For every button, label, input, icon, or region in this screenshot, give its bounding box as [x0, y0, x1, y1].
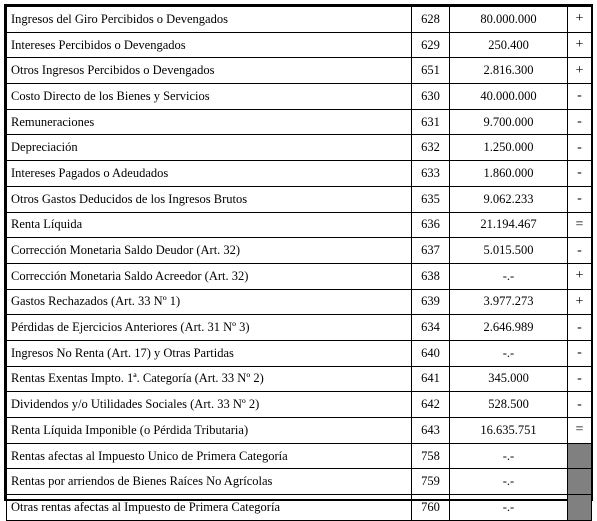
- row-code: 639: [412, 289, 450, 315]
- table-row: [7, 238, 592, 264]
- row-code: 635: [412, 186, 450, 212]
- table-row: [7, 289, 592, 315]
- row-amount: 528.500: [450, 392, 568, 418]
- row-code: 642: [412, 392, 450, 418]
- row-operator: -: [568, 315, 592, 341]
- row-operator: -: [568, 392, 592, 418]
- row-amount: 3.977.273: [450, 289, 568, 315]
- row-operator: =: [568, 418, 592, 444]
- table-row: [7, 315, 592, 341]
- table-row: [7, 161, 592, 187]
- row-code: 636: [412, 212, 450, 238]
- tax-determination-table: [6, 6, 592, 521]
- table-row: [7, 7, 592, 33]
- row-amount: 9.062.233: [450, 186, 568, 212]
- row-amount: 40.000.000: [450, 84, 568, 110]
- row-operator: +: [568, 289, 592, 315]
- row-operator: -: [568, 161, 592, 187]
- table-body: [7, 7, 592, 521]
- row-label: Rentas afectas al Impuesto Unico de Primera Categoría: [7, 443, 412, 469]
- row-amount: -.-: [450, 443, 568, 469]
- table-row: [7, 109, 592, 135]
- table-row: [7, 469, 592, 495]
- row-label: Costo Directo de los Bienes y Servicios: [7, 84, 412, 110]
- row-operator: =: [568, 212, 592, 238]
- row-amount: 21.194.467: [450, 212, 568, 238]
- row-label: Otros Gastos Deducidos de los Ingresos Brutos: [7, 186, 412, 212]
- row-label: Pérdidas de Ejercicios Anteriores (Art. 31 Nº 3): [7, 315, 412, 341]
- row-label: Rentas por arriendos de Bienes Raíces No Agrícolas: [7, 469, 412, 495]
- row-operator: +: [568, 7, 592, 33]
- table-row: [7, 135, 592, 161]
- table-row: [7, 212, 592, 238]
- table-row: [7, 392, 592, 418]
- table-row: [7, 32, 592, 58]
- row-amount: -.-: [450, 495, 568, 521]
- row-label: Renta Líquida Imponible (o Pérdida Tributaria): [7, 418, 412, 444]
- row-amount: -.-: [450, 469, 568, 495]
- row-amount: 1.860.000: [450, 161, 568, 187]
- row-label: Gastos Rechazados (Art. 33 Nº 1): [7, 289, 412, 315]
- row-label: Otras rentas afectas al Impuesto de Primera Categoría: [7, 495, 412, 521]
- row-label: Otros Ingresos Percibidos o Devengados: [7, 58, 412, 84]
- row-code: 640: [412, 340, 450, 366]
- row-label: Intereses Pagados o Adeudados: [7, 161, 412, 187]
- row-amount: 9.700.000: [450, 109, 568, 135]
- row-code: 632: [412, 135, 450, 161]
- row-code: 629: [412, 32, 450, 58]
- row-amount: -.-: [450, 263, 568, 289]
- row-code: 634: [412, 315, 450, 341]
- row-code: 631: [412, 109, 450, 135]
- table-row: [7, 58, 592, 84]
- row-operator: -: [568, 84, 592, 110]
- table-row: [7, 443, 592, 469]
- row-amount: 2.646.989: [450, 315, 568, 341]
- row-code: 630: [412, 84, 450, 110]
- row-label: Rentas Exentas Impto. 1ª. Categoría (Art. 33 Nº 2): [7, 366, 412, 392]
- row-code: 637: [412, 238, 450, 264]
- tax-table-container: [4, 4, 593, 514]
- table-row: [7, 263, 592, 289]
- table-row: [7, 366, 592, 392]
- row-operator: [568, 443, 592, 469]
- row-label: Ingresos del Giro Percibidos o Devengados: [7, 7, 412, 33]
- row-amount: 80.000.000: [450, 7, 568, 33]
- row-amount: 16.635.751: [450, 418, 568, 444]
- row-label: Renta Líquida: [7, 212, 412, 238]
- table-row: [7, 84, 592, 110]
- row-code: 628: [412, 7, 450, 33]
- row-label: Dividendos y/o Utilidades Sociales (Art. 33 Nº 2): [7, 392, 412, 418]
- row-code: 643: [412, 418, 450, 444]
- row-operator: -: [568, 340, 592, 366]
- row-operator: -: [568, 186, 592, 212]
- row-label: Corrección Monetaria Saldo Acreedor (Art. 32): [7, 263, 412, 289]
- row-operator: +: [568, 58, 592, 84]
- table-row: [7, 186, 592, 212]
- row-code: 759: [412, 469, 450, 495]
- row-amount: 2.816.300: [450, 58, 568, 84]
- row-label: Remuneraciones: [7, 109, 412, 135]
- row-amount: 250.400: [450, 32, 568, 58]
- row-operator: -: [568, 366, 592, 392]
- row-operator: +: [568, 32, 592, 58]
- row-code: 641: [412, 366, 450, 392]
- row-label: Depreciación: [7, 135, 412, 161]
- row-code: 651: [412, 58, 450, 84]
- row-operator: -: [568, 238, 592, 264]
- row-operator: -: [568, 109, 592, 135]
- row-code: 638: [412, 263, 450, 289]
- row-amount: 5.015.500: [450, 238, 568, 264]
- row-operator: [568, 495, 592, 521]
- row-code: 633: [412, 161, 450, 187]
- row-operator: -: [568, 135, 592, 161]
- row-amount: 1.250.000: [450, 135, 568, 161]
- row-operator: [568, 469, 592, 495]
- row-code: 760: [412, 495, 450, 521]
- row-label: Ingresos No Renta (Art. 17) y Otras Partidas: [7, 340, 412, 366]
- row-amount: -.-: [450, 340, 568, 366]
- table-row: [7, 340, 592, 366]
- row-amount: 345.000: [450, 366, 568, 392]
- row-label: Intereses Percibidos o Devengados: [7, 32, 412, 58]
- row-label: Corrección Monetaria Saldo Deudor (Art. 32): [7, 238, 412, 264]
- table-row: [7, 418, 592, 444]
- table-row: [7, 495, 592, 521]
- row-operator: +: [568, 263, 592, 289]
- row-code: 758: [412, 443, 450, 469]
